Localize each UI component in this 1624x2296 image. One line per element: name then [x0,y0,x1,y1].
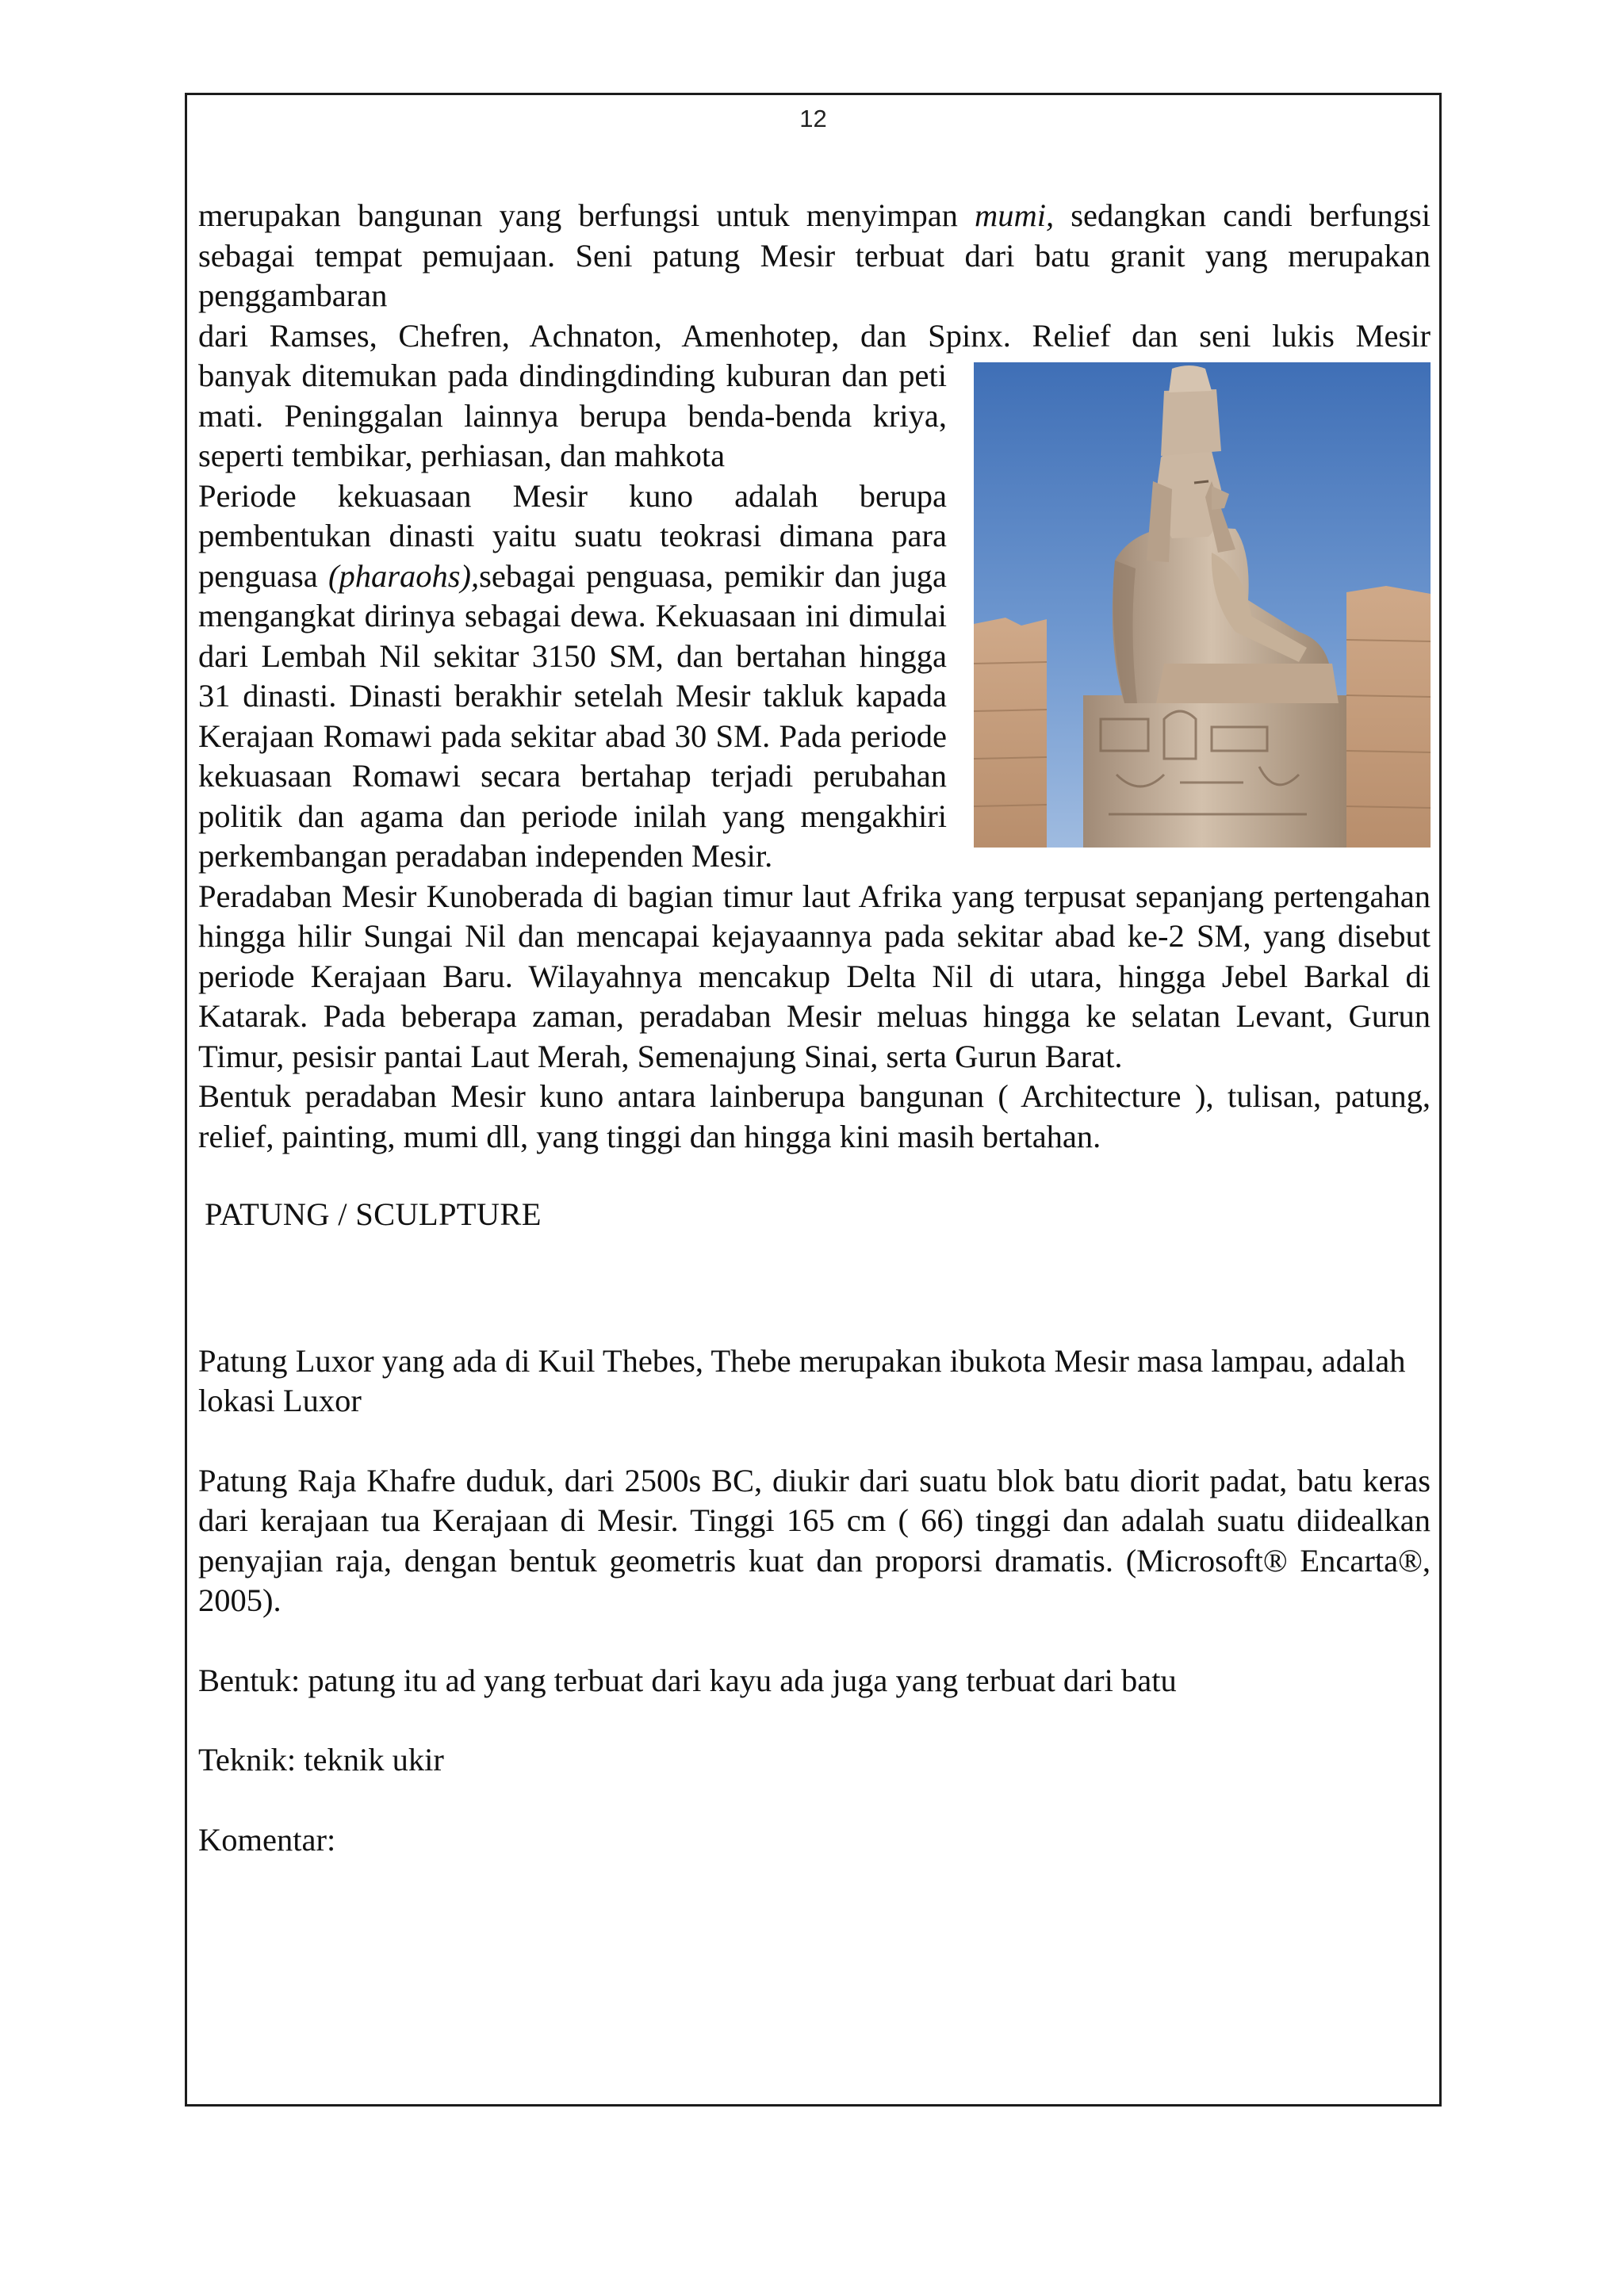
page-number: 12 [799,105,827,132]
page-content [198,196,1431,1860]
intro-paragraph [198,196,1431,316]
relief-paragraph: banyak ditemukan pada dindingdinding kuburan dan peti mati. Peninggalan lainnya berupa benda-benda kriya, seperti tembikar, perhiasan, dan mahkota [198,358,947,473]
bentuk-paragraph: Bentuk: patung itu ad yang terbuat dari kayu ada juga yang terbuat dari batu [198,1662,1177,1698]
khafre-paragraph: Patung Raja Khafre duduk, dari 2500s BC, diukir dari suatu blok batu diorit padat, batu keras dari kerajaan tua Kerajaan di Mesir. Tinggi 165 cm ( 66) tinggi dan adalah suatu diidealkan penyajian raja, dengan bentuk geometris kuat dan proporsi dramatis. (Microsoft® Encarta®, 2005). [198,1462,1431,1618]
forms-paragraph: Bentuk peradaban Mesir kuno antara lainberupa bangunan ( Architecture ), tulisan, patung, relief, painting, mumi dll, yang tinggi dan hingga kini masih bertahan. [198,1078,1431,1154]
location-paragraph: Peradaban Mesir Kunoberada di bagian timur laut Afrika yang terpusat sepanjang pertengahan hingga hilir Sungai Nil dan mencapai kejayaannya pada sekitar abad ke-2 SM, yang disebut periode Kerajaan Baru. Wilayahnya mencakup Delta Nil di utara, hingga Jebel Barkal di Katarak. Pada beberapa zaman, peradaban Mesir meluas hingga ke selatan Levant, Gurun Timur, pesisir pantai Laut Merah, Semenajung Sinai, serta Gurun Barat. [198,878,1431,1074]
intro-text-start: merupakan bangunan yang berfungsi untuk menyimpan [198,197,975,233]
luxor-statue-photo [974,362,1431,848]
luxor-statue-image [974,362,1431,848]
term-mumi: mumi, [975,197,1055,233]
luxor-paragraph: Patung Luxor yang ada di Kuil Thebes, Thebe merupakan ibukota Mesir masa lampau, adalah lokasi Luxor [198,1342,1406,1418]
intro-text-rest: berfungsi sebagai tempat pemujaan. Seni patung Mesir terbuat dari batu granit yang merupakan penggambaran [198,197,1431,313]
section-heading: PATUNG / SCULPTURE [205,1196,542,1232]
term-pharaohs: (pharaohs), [328,557,480,594]
intro-text-mid: sedangkan candi [1054,197,1293,233]
period-text-start: Periode kekuasaan Mesir kuno adalah berupa pembentukan dinasti yaitu suatu teokrasi dimana para penguasa [198,477,947,594]
teknik-paragraph: Teknik: teknik ukir [198,1742,444,1777]
page-frame [185,93,1442,2107]
period-text-rest: sebagai penguasa, pemikir dan juga mengangkat dirinya sebagai dewa. Kekuasaan ini dimulai dari Lembah Nil sekitar 3150 SM, dan bertahan hingga 31 dinasti. Dinasti berakhir setelah Mesir takluk kapada Kerajaan Romawi pada sekitar abad 30 SM. Pada periode kekuasaan Romawi secara bertahap terjadi perubahan politik dan agama dan periode inilah yang mengakhiri perkembangan peradaban independen Mesir. [198,557,947,874]
komentar-paragraph: Komentar: [198,1821,336,1858]
rulers-paragraph: dari Ramses, Chefren, Achnaton, Amenhotep, dan Spinx. Relief dan seni lukis Mesir [198,317,1431,354]
